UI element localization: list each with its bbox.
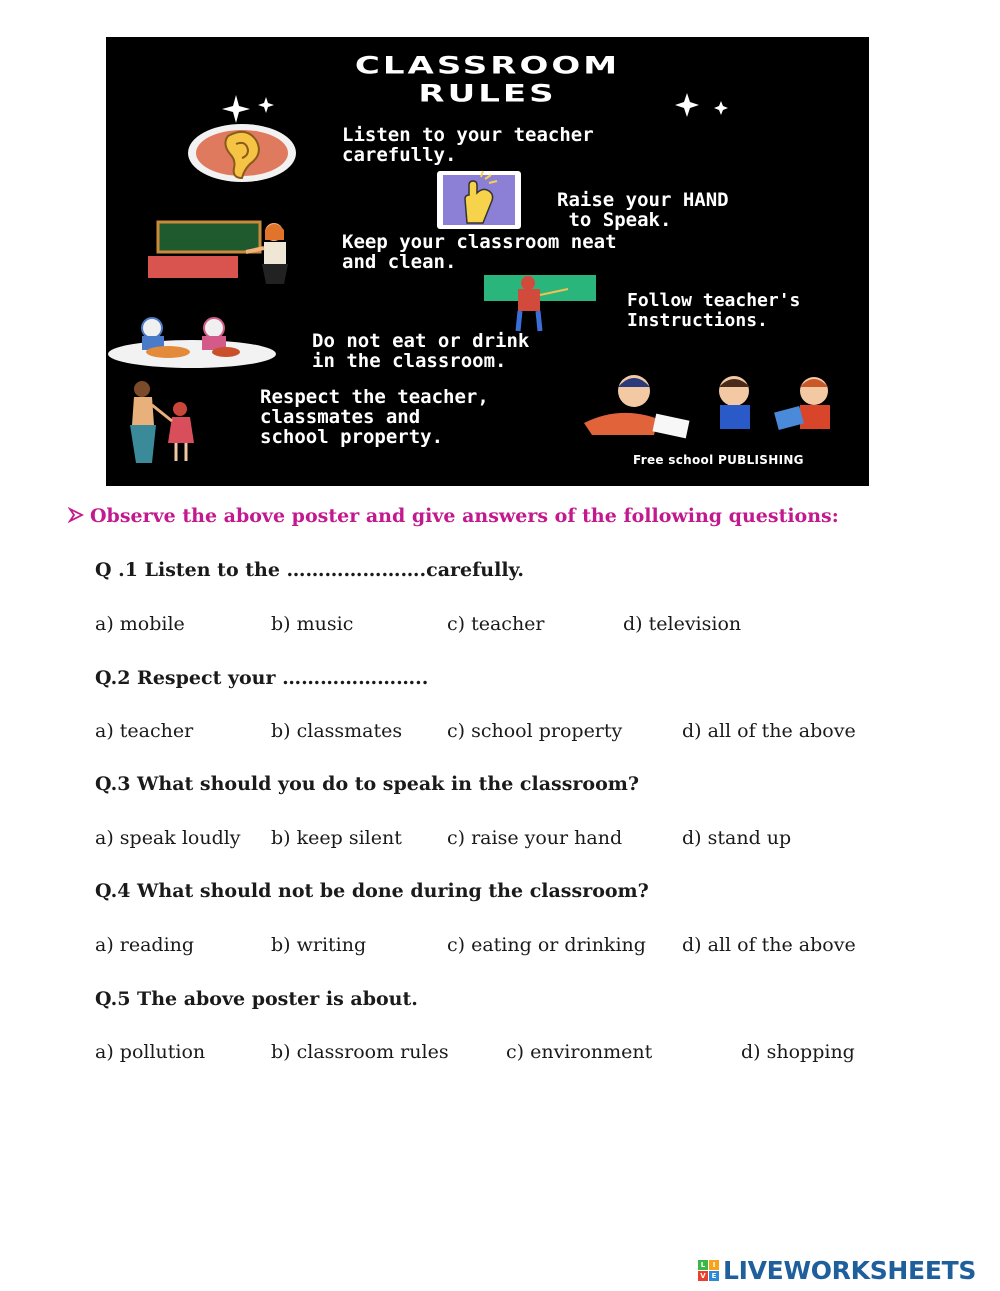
sparkle-icon <box>218 95 288 125</box>
question-4: Q.4 What should not be done during the classroom? <box>95 880 649 902</box>
teacher-pointer-illustration <box>482 273 598 333</box>
ear-listening-icon <box>186 122 298 184</box>
question-5: Q.5 The above poster is about. <box>95 988 418 1010</box>
mother-child-illustration <box>106 379 226 465</box>
q2-option-b[interactable]: b) classmates <box>271 720 403 742</box>
q2-option-c[interactable]: c) school property <box>447 720 623 742</box>
q2-option-d[interactable]: d) all of the above <box>682 720 856 742</box>
question-1: Q .1 Listen to the ………………….carefully. <box>95 559 525 581</box>
q4-option-b[interactable]: b) writing <box>271 934 367 956</box>
liveworksheets-logo[interactable] <box>698 1255 976 1285</box>
q3-option-b[interactable]: b) keep silent <box>271 827 402 849</box>
rule-listen: Listen to your teacher carefully. <box>342 124 594 166</box>
q1-option-c[interactable]: c) teacher <box>447 613 545 635</box>
poster-title-line2: RULES <box>418 80 557 108</box>
question-2: Q.2 Respect your ………………….. <box>95 667 429 689</box>
rule-raise-hand: Raise your HAND to Speak. <box>557 189 729 231</box>
q4-option-a[interactable]: a) reading <box>95 934 195 956</box>
q5-option-d[interactable]: d) shopping <box>741 1041 855 1063</box>
instruction-text: Observe the above poster and give answers of the following questions: <box>90 505 839 527</box>
q3-option-d[interactable]: d) stand up <box>682 827 792 849</box>
q5-option-b[interactable]: b) classroom rules <box>271 1041 449 1063</box>
q1-option-d[interactable]: d) television <box>623 613 742 635</box>
eating-children-illustration <box>106 312 276 370</box>
arrow-bullet-icon <box>68 507 90 526</box>
classroom-rules-poster <box>106 37 869 486</box>
q1-option-a[interactable]: a) mobile <box>95 613 185 635</box>
poster-publisher: Free school PUBLISHING <box>633 453 804 467</box>
q4-option-d[interactable]: d) all of the above <box>682 934 856 956</box>
q3-option-a[interactable]: a) speak loudly <box>95 827 241 849</box>
q2-option-a[interactable]: a) teacher <box>95 720 194 742</box>
poster-title-line1: CLASSROOM <box>354 52 621 80</box>
teacher-blackboard-illustration <box>146 220 306 290</box>
question-3: Q.3 What should you do to speak in the classroom? <box>95 773 639 795</box>
logo-text: LIVEWORKSHEETS <box>723 1255 977 1285</box>
children-group-illustration <box>564 369 864 441</box>
rule-respect: Respect the teacher, classmates and school property. <box>260 386 489 448</box>
sparkle-icon <box>671 93 741 123</box>
rule-keep-neat: Keep your classroom neat and clean. <box>342 231 617 273</box>
instruction-line <box>68 505 948 527</box>
raised-hand-icon <box>431 169 527 231</box>
rule-follow-instructions: Follow teacher's Instructions. <box>627 290 801 331</box>
q1-option-b[interactable]: b) music <box>271 613 354 635</box>
logo-badge-icon: L I V E <box>698 1260 719 1281</box>
q3-option-c[interactable]: c) raise your hand <box>447 827 623 849</box>
q5-option-a[interactable]: a) pollution <box>95 1041 206 1063</box>
q5-option-c[interactable]: c) environment <box>506 1041 653 1063</box>
q4-option-c[interactable]: c) eating or drinking <box>447 934 646 956</box>
rule-no-eating: Do not eat or drink in the classroom. <box>312 330 530 372</box>
